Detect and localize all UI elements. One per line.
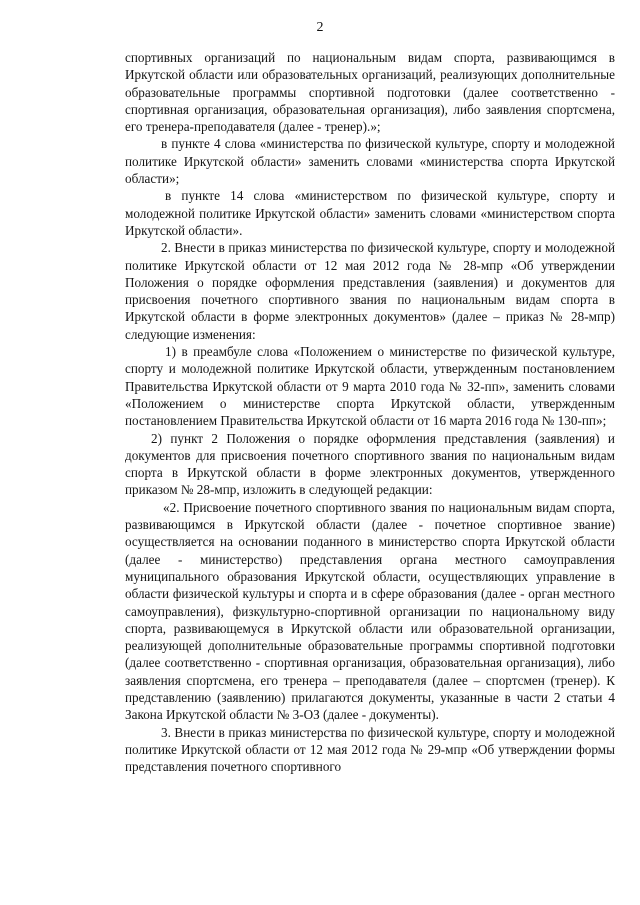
page-number: 2: [316, 20, 324, 35]
paragraph: «2. Присвоение почетного спортивного звания по национальным видам спорта, развивающимся в Иркутской области (далее - почетное спортивное звание) осуществляется на основании поданного в министерство спорта Иркутской области (далее - министерство) представления органа местного самоуправления муниципального образования Иркутской области, осуществляющих управление в области физической культуры и спорта и в сфере образования (далее - орган местного самоуправления), физкультурно-спортивной организации по национальному виду спорта, развивающемуся в Иркутской области или образовательной организации, реализующей дополнительные образовательные программы спортивной подготовки (далее соответственно - спортивная организация, образовательная организация), либо заявления спортсмена, его тренера – преподавателя (далее – спортсмен (тренер). К представлению (заявлению) прилагаются документы, указанные в части 2 статьи 4 Закона Иркутской области № 3-ОЗ (далее - документы).: [125, 499, 615, 723]
document-body: [125, 49, 615, 775]
paragraph: 2) пункт 2 Положения о порядке оформления представления (заявления) и документов для присвоения почетного спортивного звания по национальным видам спорта в Иркутской области в форме электронных документов, утвержденного приказом № 28-мпр, изложить в следующей редакции:: [125, 430, 615, 498]
paragraph: в пункте 4 слова «министерства по физической культуре, спорту и молодежной политике Иркутской области» заменить словами «министерства спорта Иркутской области»;: [125, 136, 615, 187]
paragraph: в пункте 14 слова «министерством по физической культуре, спорту и молодежной политике Иркутской области» заменить словами «министерством спорта Иркутской области».: [125, 188, 615, 238]
paragraph: спортивных организаций по национальным видам спорта, развивающимся в Иркутской области или образовательных организаций, реализующих дополнительные образовательные программы спортивной подготовки (далее соответственно - спортивная организация, образовательная организация), либо заявления спортсмена, его тренера-преподавателя (далее - тренер).»;: [125, 50, 615, 135]
paragraph: 1) в преамбуле слова «Положением о министерстве по физической культуре, спорту и молодежной политике Иркутской области, утвержденным постановлением Правительства Иркутской области от 9 марта 2010 года № 32-пп», заменить словами «Положением о министерстве спорта Иркутской области, утвержденным постановлением Правительства Иркутской области от 16 марта 2016 года № 130-пп»;: [125, 344, 615, 429]
paragraph: 3. Внести в приказ министерства по физической культуре, спорту и молодежной политике Иркутской области от 12 мая 2012 года № 29-мпр «Об утверждении формы представления почетного спортивного: [125, 724, 615, 775]
paragraph: 2. Внести в приказ министерства по физической культуре, спорту и молодежной политике Иркутской области от 12 мая 2012 года № 28-мпр «Об утверждении Положения о порядке оформления представления (заявления) и документов для присвоения почетного спортивного звания по национальным видам спорта в Иркутской области в форме электронных документов» (далее – приказ № 28-мпр) следующие изменения:: [125, 240, 615, 342]
